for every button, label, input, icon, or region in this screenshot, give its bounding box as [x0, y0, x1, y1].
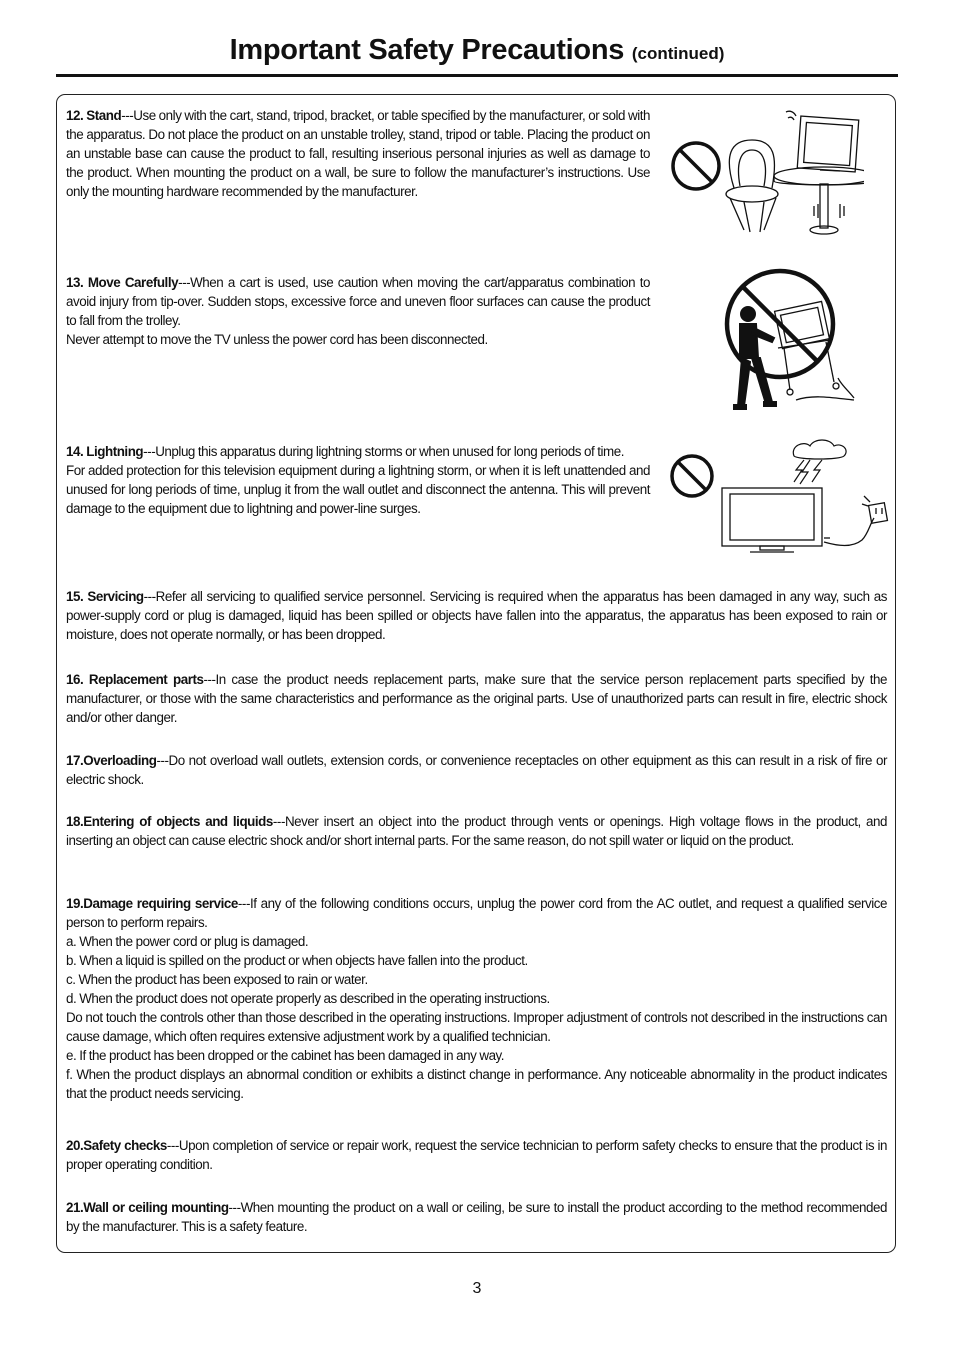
item-lightning — [66, 442, 650, 518]
item-servicing-heading: 15. Servicing — [66, 589, 144, 604]
page-number: 3 — [472, 1280, 482, 1297]
item-safety-checks-text: ---Upon completion of service or repair work, request the service technician to perform safety checks to ensure that the product is in proper operating condition. — [66, 1138, 887, 1172]
lightning-bolt-icon — [794, 460, 822, 484]
item-lightning-heading: 14. Lightning — [66, 444, 144, 459]
damage-condition-d: d. When the product does not operate properly as described in the operating instructions. — [66, 991, 550, 1006]
item-wall-mounting-text: ---When mounting the product on a wall or ceiling, be sure to install the product according to the method recommended by the manufacturer. This is a safety feature. — [66, 1200, 887, 1234]
damage-condition-a: a. When the power cord or plug is damaged. — [66, 934, 309, 949]
lightning-illustration — [664, 436, 894, 560]
item-replacement-parts-heading: 16. Replacement parts — [66, 672, 204, 687]
title-rule — [56, 74, 898, 77]
move-cart-illustration — [718, 266, 858, 412]
item-damage-requiring-service — [66, 894, 887, 1103]
item-stand-heading: 12. Stand — [66, 108, 122, 123]
damage-condition-c: c. When the product has been exposed to rain or water. — [66, 972, 368, 987]
item-damage-text: ---If any of the following conditions occurs, unplug the power cord from the AC outlet, and request a qualified service person to perform repairs. — [66, 896, 887, 930]
item-entering-objects-text: ---Never insert an object into the product through vents or openings. High voltage flows in the product, and inserting an object can cause electric shock and/or short internal parts. For the same reason, do not spill water or liquid on the product. — [66, 814, 888, 848]
item-move-carefully-note: Never attempt to move the TV unless the power cord has been disconnected. — [66, 332, 488, 347]
item-lightning-text: ---Unplug this apparatus during lightning storms or when unused for long periods of time. — [143, 444, 624, 459]
item-servicing-text: ---Refer all servicing to qualified service personnel. Servicing is required when the apparatus has been damaged in any way, such as power-supply cord or plug is damaged, liquid has been spilled or objects have fallen into the apparatus, the apparatus has been exposed to rain or moisture, does not operate normally, or has been dropped. — [66, 589, 887, 642]
person-icon — [734, 307, 776, 409]
item-stand — [66, 106, 650, 201]
prohibition-icon — [673, 143, 719, 189]
item-overloading — [66, 751, 887, 789]
item-safety-checks-heading: 20.Safety checks — [66, 1138, 167, 1153]
item-replacement-parts-text: ---In case the product needs replacement parts, make sure that the service person replacement parts specified by the manufacturer, or those with the same characteristics and performance as the original parts. Use of unauthorized parts can result in fire, electric shock and/or other danger. — [66, 672, 887, 725]
power-cord-icon — [824, 518, 874, 546]
cloud-icon — [793, 440, 846, 459]
item-lightning-note: For added protection for this television equipment during a lightning storm, or when it is left unattended and unused for long periods of time, unplug it from the wall outlet and disconnect the antenna. This will prevent damage to the equipment due to lightning and power-line surges. — [66, 463, 650, 516]
item-stand-text: ---Use only with the cart, stand, tripod, bracket, or table specified by the manufacturer, or sold with the apparatus. Do not place the product on an unstable trolley, stand, tripod or table. Placing the product on an unstable base can cause the product to fall, resulting inserious personal injuries as well as damage to the product. When mounting the product on a wall, be sure to follow the manufacturer’s instructions. Use only the mounting hardware recommended by the manufacturer. — [66, 108, 651, 199]
chair-icon — [726, 140, 778, 232]
tv-icon — [722, 488, 830, 552]
damage-condition-f: f. When the product displays an abnormal condition or exhibits a distinct change in performance. Any noticeable abnormality in the product indicates that the product needs servicing. — [66, 1067, 887, 1101]
prohibition-icon — [672, 456, 712, 496]
item-wall-mounting-heading: 21.Wall or ceiling mounting — [66, 1200, 229, 1215]
item-entering-objects — [66, 812, 887, 850]
damage-controls-note: Do not touch the controls other than those described in the operating instructions. Improper adjustment of controls not described in the instructions can cause damage, which often requires extensive adjustment work by a qualified technician. — [66, 1010, 887, 1044]
unstable-stand-illustration — [664, 106, 864, 242]
item-overloading-text: ---Do not overload wall outlets, extension cords, or convenience receptacles on other equipment as this can result in a risk of fire or electric shock. — [66, 753, 887, 787]
item-wall-mounting — [66, 1198, 887, 1236]
item-damage-heading: 19.Damage requiring service — [66, 896, 238, 911]
cart-tv-icon — [775, 301, 854, 400]
unplugged-outlet-icon — [862, 496, 887, 523]
title-main: Important Safety Precautions — [229, 34, 625, 66]
tv-icon — [797, 116, 858, 172]
item-move-carefully-heading: 13. Move Carefully — [66, 275, 179, 290]
item-move-carefully-text: ---When a cart is used, use caution when moving the cart/apparatus combination to avoid injury from tip-over. Sudden stops, excessive force and uneven floor surfaces can cause the product to fall from the trolley. — [66, 275, 650, 328]
item-servicing — [66, 587, 887, 644]
item-replacement-parts — [66, 670, 887, 727]
title-subtitle: (continued) — [631, 44, 725, 63]
item-overloading-heading: 17.Overloading — [66, 753, 157, 768]
round-table-icon — [774, 167, 864, 234]
damage-condition-b: b. When a liquid is spilled on the product or when objects have fallen into the product. — [66, 953, 528, 968]
page-title — [0, 34, 954, 67]
damage-condition-e: e. If the product has been dropped or the cabinet has been damaged in any way. — [66, 1048, 505, 1063]
item-safety-checks — [66, 1136, 887, 1174]
item-entering-objects-heading: 18.Entering of objects and liquids — [66, 814, 273, 829]
item-move-carefully — [66, 273, 650, 349]
